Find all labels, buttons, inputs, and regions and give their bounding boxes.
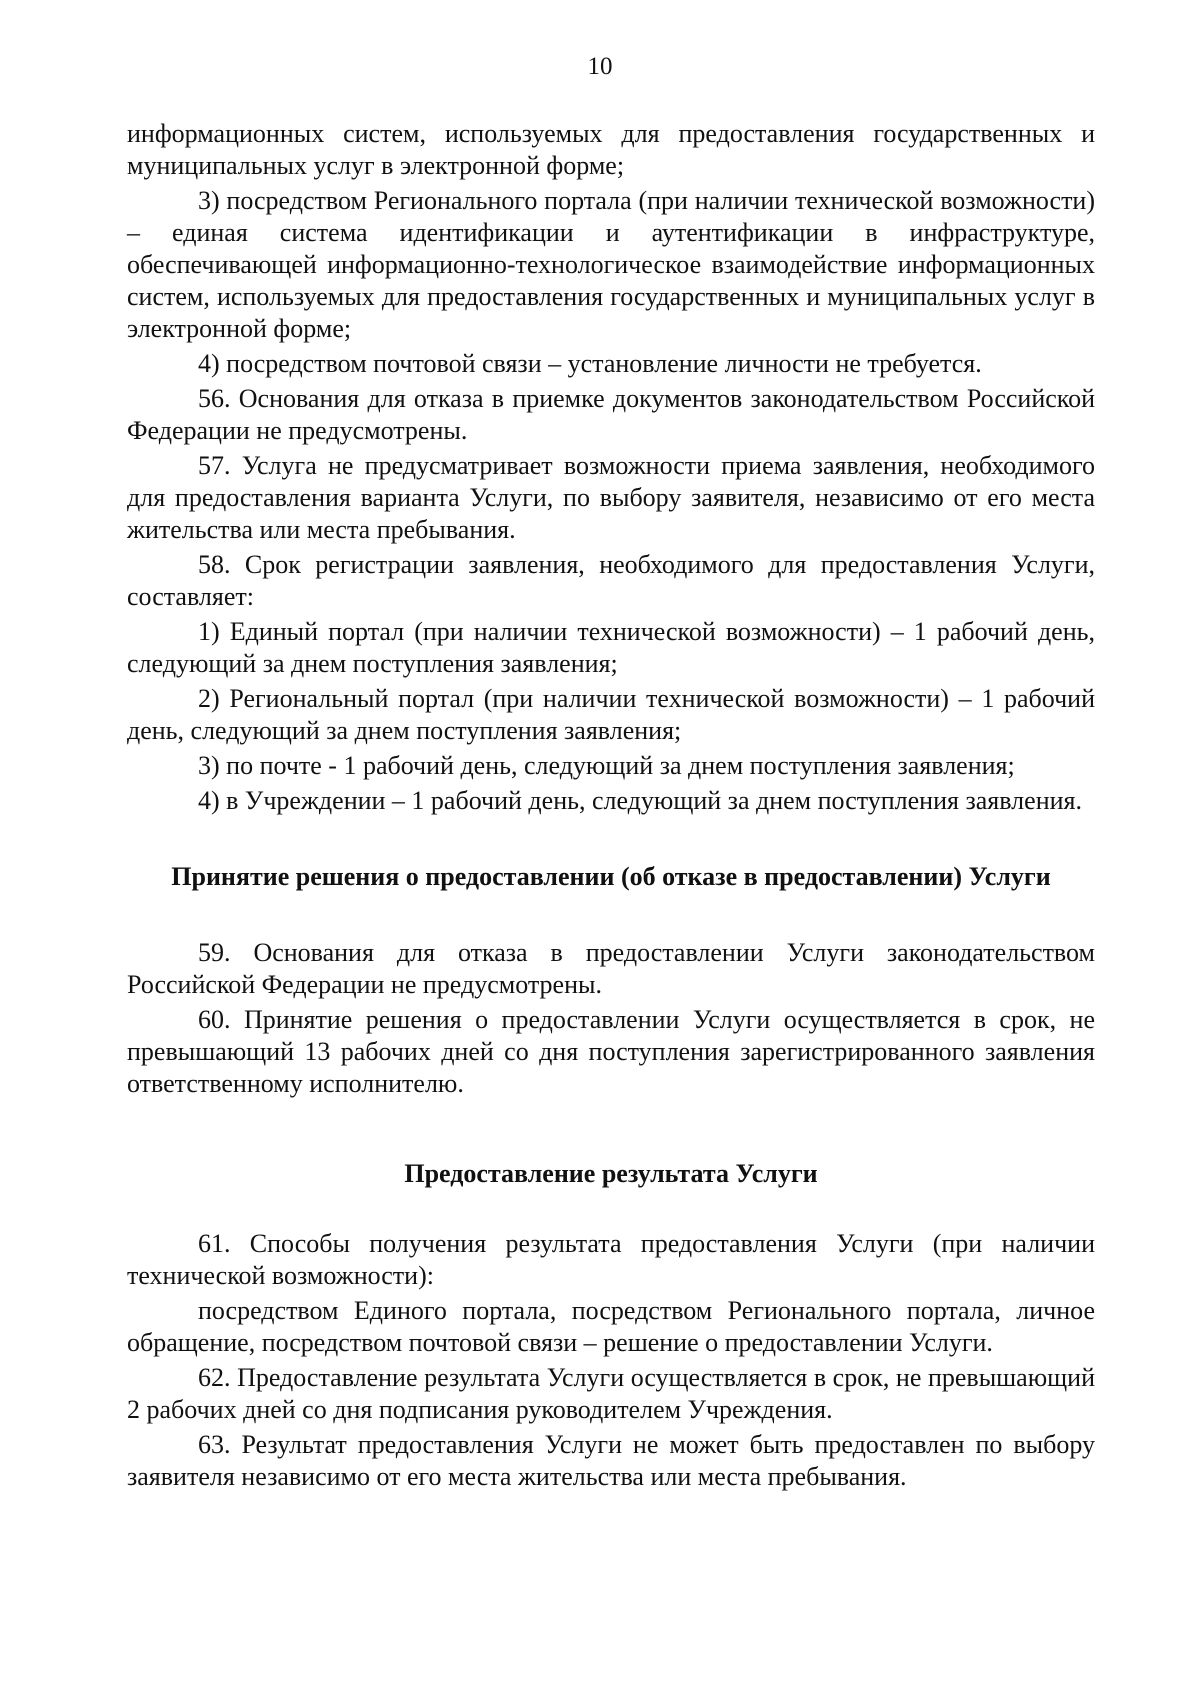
paragraph-58-item-2: 2) Региональный портал (при наличии технической возможности) – 1 рабочий день, следующий за днем поступления заявления;	[127, 684, 1095, 745]
paragraph-58-item-4: 4) в Учреждении – 1 рабочий день, следующий за днем поступления заявления.	[198, 786, 1082, 815]
paragraph-58-item-3: 3) по почте - 1 рабочий день, следующий за днем поступления заявления;	[198, 751, 1015, 780]
paragraph-63: 63. Результат предоставления Услуги не может быть предоставлен по выбору заявителя независимо от его места жительства или места пребывания.	[127, 1430, 1095, 1491]
paragraph-62: 62. Предоставление результата Услуги осуществляется в срок, не превышающий 2 рабочих дней со дня подписания руководителем Учреждения.	[127, 1363, 1095, 1424]
paragraph-61-methods: посредством Единого портала, посредством Регионального портала, личное обращение, посредством почтовой связи – решение о предоставлении Услуги.	[127, 1296, 1095, 1357]
paragraph-item-3: 3) посредством Регионального портала (при наличии технической возможности) – единая система идентификации и аутентификации в инфраструктуре, обеспечивающей информационно-технологическое взаимодействие информационных систем, используемых для предоставления государственных и муниципальных услуг в электронной форме;	[127, 186, 1095, 343]
section-heading-decision: Принятие решения о предоставлении (об отказе в предоставлении) Услуги	[171, 862, 1051, 891]
section-heading-result: Предоставление результата Услуги	[404, 1159, 818, 1188]
paragraph-59: 59. Основания для отказа в предоставлении Услуги законодательством Российской Федерации не предусмотрены.	[127, 938, 1095, 999]
paragraph-57: 57. Услуга не предусматривает возможности приема заявления, необходимого для предоставления варианта Услуги, по выбору заявителя, независимо от его места жительства или места пребывания.	[127, 451, 1095, 544]
paragraph-61: 61. Способы получения результата предоставления Услуги (при наличии технической возможности):	[127, 1229, 1095, 1290]
paragraph-item-4: 4) посредством почтовой связи – установление личности не требуется.	[198, 349, 982, 378]
paragraph-58: 58. Срок регистрации заявления, необходимого для предоставления Услуги, составляет:	[127, 550, 1095, 611]
page-number: 10	[587, 53, 613, 80]
paragraph-60: 60. Принятие решения о предоставлении Услуги осуществляется в срок, не превышающий 13 рабочих дней со дня поступления зарегистрированного заявления ответственному исполнителю.	[127, 1005, 1095, 1098]
paragraph-56: 56. Основания для отказа в приемке документов законодательством Российской Федерации не предусмотрены.	[127, 384, 1095, 445]
document-body	[127, 118, 1095, 1493]
paragraph-continuation: информационных систем, используемых для предоставления государственных и муниципальных услуг в электронной форме;	[127, 119, 1095, 180]
paragraph-58-item-1: 1) Единый портал (при наличии технической возможности) – 1 рабочий день, следующий за днем поступления заявления;	[127, 617, 1095, 678]
